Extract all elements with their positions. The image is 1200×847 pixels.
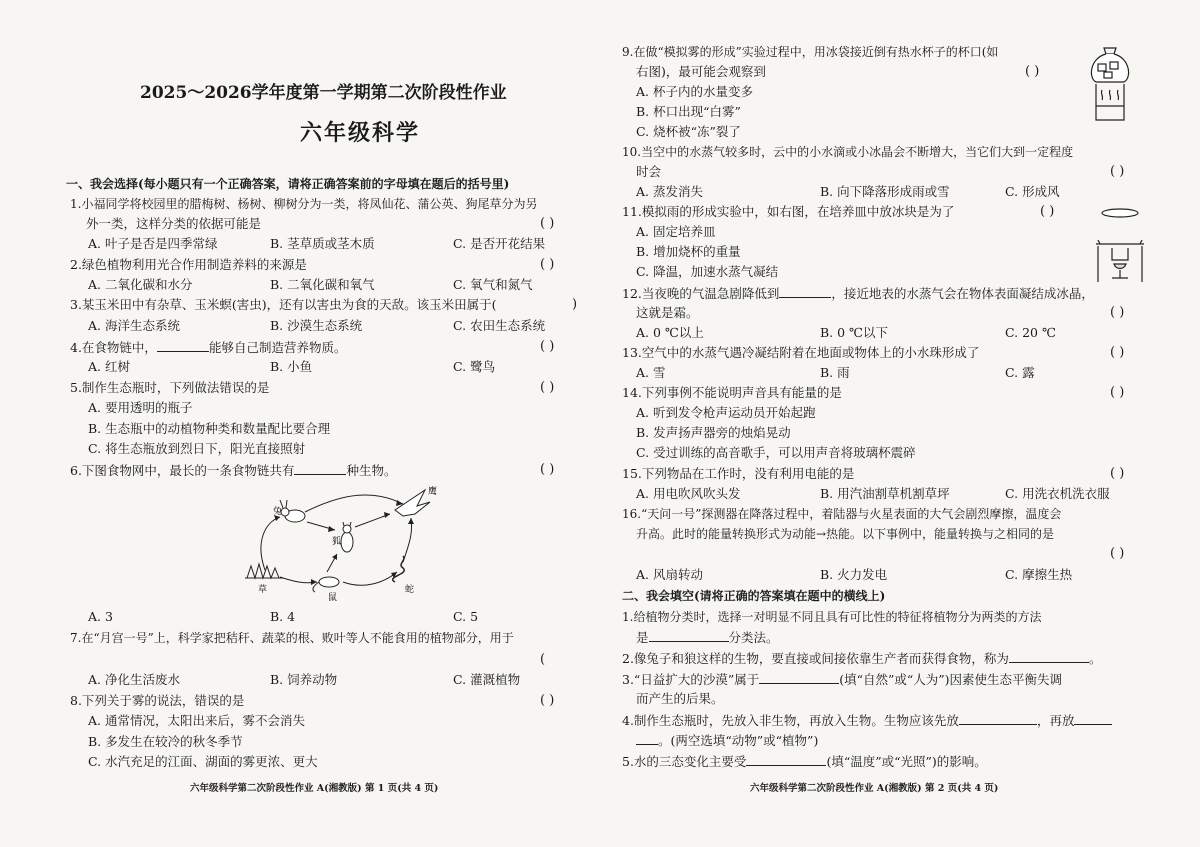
q15-option-b: B. 用汽油割草机割草坪 (820, 486, 950, 501)
q5-stem: 5.制作生态瓶时，下列做法错误的是 (70, 380, 270, 395)
f3-stem-line2: 而产生的后果。 (636, 691, 724, 706)
q12-answer-bracket[interactable]: ( ) (1110, 305, 1125, 320)
q11-option-a: A. 固定培养皿 (636, 224, 716, 239)
f2-blank[interactable] (1009, 650, 1089, 663)
q12-blank[interactable] (779, 285, 831, 298)
q3-stem: 3.某玉米田中有杂草、玉米螟(害虫)，还有以害虫为食的天敌。该玉米田属于( (70, 297, 497, 312)
mouse-icon (313, 577, 339, 592)
q5-answer-bracket[interactable]: ( ) (540, 380, 555, 395)
q9-stem-line2: 右图)，最可能会观察到 (636, 64, 766, 79)
f4-stem-line1 (622, 712, 1112, 729)
q10-stem-line2: 时会 (636, 164, 662, 179)
q2-option-c: C. 氧气和氮气 (453, 277, 533, 292)
f4-pre: 4.制作生态瓶时，先放入非生物，再放入生物。生物应该先放 (622, 713, 959, 728)
q6-stem (70, 462, 396, 479)
q4-answer-bracket[interactable]: ( ) (540, 339, 555, 354)
q14-answer-bracket[interactable]: ( ) (1110, 385, 1125, 400)
q15-answer-bracket[interactable]: ( ) (1110, 466, 1125, 481)
q16-option-a: A. 风扇转动 (636, 567, 703, 582)
q3-option-c: C. 农田生态系统 (453, 318, 546, 333)
q13-option-c: C. 露 (1005, 365, 1035, 380)
q1-option-a: A. 叶子是否是四季常绿 (88, 236, 218, 251)
q1-stem-line2: 外一类，这样分类的依据可能是 (86, 216, 262, 231)
q8-stem: 8.下列关于雾的说法，错误的是 (70, 693, 245, 708)
q4-blank[interactable] (157, 339, 209, 352)
label-mouse: 鼠 (328, 593, 338, 602)
f4-line2: 。(两空选填“动物”或“植物”) (658, 733, 819, 748)
q7-answer-bracket-open[interactable]: ( (540, 652, 546, 667)
q16-option-b: B. 火力发电 (820, 567, 888, 582)
q15-option-a: A. 用电吹风吹头发 (636, 486, 741, 501)
q12-option-c: C. 20 ℃ (1005, 325, 1056, 340)
f5-pre: 5.水的三态变化主要受 (622, 754, 747, 769)
q9-answer-bracket[interactable]: ( ) (1025, 64, 1040, 79)
q7-option-a: A. 净化生活废水 (88, 672, 180, 687)
q5-option-c: C. 将生态瓶放到烈日下，阳光直接照射 (88, 441, 306, 456)
f2-pre: 2.像兔子和狼这样的生物，要直接或间接依靠生产者而获得食物，称为 (622, 651, 1009, 666)
q11-stem: 11.模拟雨的形成实验中，如右图，在培养皿中放冰块是为了 (622, 204, 955, 219)
q7-stem: 7.在“月宫一号”上，科学家把秸秆、蔬菜的根、败叶等人不能食用的植物部分，用于 (70, 631, 514, 645)
q6-option-a: A. 3 (88, 609, 113, 624)
q3-answer-bracket-close[interactable]: ) (572, 297, 578, 312)
arrow-rabbit-eagle (305, 495, 403, 512)
snake-icon (393, 556, 405, 582)
q15-stem: 15.下列物品在工作时，没有利用电能的是 (622, 466, 855, 481)
label-snake: 蛇 (405, 585, 415, 595)
q9-option-b: B. 杯口出现“白雾” (636, 104, 741, 119)
q12-stem-line2: 这就是霜。 (636, 305, 699, 320)
q4-option-b: B. 小鱼 (270, 359, 313, 374)
q4-option-c: C. 鹭鸟 (453, 359, 496, 374)
q4-option-a: A. 红树 (88, 359, 130, 374)
exam-subtitle: 六年级科学 (300, 120, 421, 146)
f4-blank-2[interactable] (1074, 712, 1112, 725)
q2-stem: 2.绿色植物利用光合作用制造养料的来源是 (70, 257, 307, 272)
arrow-grass-rabbit (261, 517, 280, 570)
q13-option-a: A. 雪 (636, 365, 666, 380)
page-2 (600, 0, 1200, 847)
f4-blank-2-cont[interactable] (636, 732, 658, 745)
exam-title: 2025～2026学年度第一学期第二次阶段性作业 (140, 83, 507, 103)
f1-post: 分类法。 (728, 630, 779, 645)
q13-answer-bracket[interactable]: ( ) (1110, 345, 1125, 360)
arrow-snake-eagle (403, 518, 412, 562)
q12-stem-pre: 12.当夜晚的气温急剧降低到 (622, 286, 780, 301)
q12-option-a: A. 0 ℃以上 (636, 325, 704, 340)
f4-stem-line2 (636, 732, 818, 749)
q1-option-c: C. 是否开花结果 (453, 236, 546, 251)
q8-answer-bracket[interactable]: ( ) (540, 693, 555, 708)
f1-pre: 是 (636, 630, 649, 645)
q12-stem-post: ，接近地表的水蒸气会在物体表面凝结成冰晶， (831, 286, 1094, 301)
q13-option-b: B. 雨 (820, 365, 850, 380)
q8-option-a: A. 通常情况，太阳出来后，雾不会消失 (88, 713, 305, 728)
f5-post: (填“温度”或“光照”)的影响。 (826, 754, 987, 769)
q4-stem-post: 能够自己制造营养物质。 (208, 340, 347, 355)
rain-model-figure (1090, 204, 1150, 284)
f2-stem (622, 650, 1101, 667)
q14-option-a: A. 听到发令枪声运动员开始起跑 (636, 405, 816, 420)
label-fox: 狐 (332, 537, 342, 547)
q7-option-c: C. 灌溉植物 (453, 672, 521, 687)
q8-option-c: C. 水汽充足的江面、湖面的雾更浓、更大 (88, 754, 318, 769)
section1-heading: 一、我会选择(每小题只有一个正确答案，请将正确答案前的字母填在题后的括号里) (66, 177, 510, 191)
arrowhead (328, 526, 335, 532)
q16-stem-line2: 升高。此时的能量转换形式为动能→热能。以下事例中，能量转换与之相同的是 (636, 527, 1055, 541)
q16-stem-line1: 16.“天问一号”探测器在降落过程中，着陆器与火星表面的大气会剧烈摩擦，温度会 (622, 507, 1062, 521)
f5-stem (622, 753, 987, 770)
q3-option-b: B. 沙漠生态系统 (270, 318, 363, 333)
f1-blank[interactable] (649, 629, 729, 642)
f3-pre: 3.“日益扩大的沙漠”属于 (622, 672, 760, 687)
q11-option-b: B. 增加烧杯的重量 (636, 244, 741, 259)
page-footer-1: 六年级科学第二次阶段性作业 A(湘教版) 第 1 页(共 4 页) (190, 783, 439, 794)
q4-stem (70, 339, 346, 356)
q12-option-b: B. 0 ℃以下 (820, 325, 889, 340)
q11-option-c: C. 降温，加速水蒸气凝结 (636, 264, 779, 279)
arrow-mouse-snake (343, 572, 397, 585)
food-web-diagram (225, 482, 440, 602)
q10-stem-line1: 10.当空中的水蒸气较多时，云中的小水滴或小冰晶会不断增大，当它们大到一定程度 (622, 145, 1074, 159)
q1-option-b: B. 茎草质或茎木质 (270, 236, 375, 251)
q6-option-b: B. 4 (270, 609, 296, 624)
q14-option-c: C. 受过训练的高音歌手，可以用声音将玻璃杯震碎 (636, 445, 916, 460)
ice-bag-cup-figure (1082, 44, 1138, 124)
q10-answer-bracket[interactable]: ( ) (1110, 164, 1125, 179)
page-footer-2: 六年级科学第二次阶段性作业 A(湘教版) 第 2 页(共 4 页) (750, 783, 999, 794)
rabbit-icon (280, 500, 305, 522)
q1-answer-bracket[interactable]: ( ) (540, 216, 555, 231)
q6-option-c: C. 5 (453, 609, 479, 624)
q1-stem-line1: 1.小福同学将校园里的腊梅树、杨树、柳树分为一类，将凤仙花、蒲公英、狗尾草分为另 (70, 197, 538, 211)
q9-option-c: C. 烧杯被“冻”裂了 (636, 124, 741, 139)
q11-answer-bracket[interactable]: ( ) (1040, 204, 1055, 219)
q2-answer-bracket[interactable]: ( ) (540, 257, 555, 272)
q10-option-b: B. 向下降落形成雨或雪 (820, 184, 950, 199)
q7-option-b: B. 饲养动物 (270, 672, 338, 687)
q13-stem: 13.空气中的水蒸气遇冷凝结附着在地面或物体上的小水珠形成了 (622, 345, 980, 360)
q12-stem-line1 (622, 285, 1094, 302)
q15-option-c: C. 用洗衣机洗衣服 (1005, 486, 1110, 501)
q2-option-b: B. 二氧化碳和氧气 (270, 277, 375, 292)
q3-option-a: A. 海洋生态系统 (88, 318, 180, 333)
arrowhead (384, 512, 390, 518)
q4-stem-pre: 4.在食物链中， (70, 340, 157, 355)
q6-stem-pre: 6.下图食物网中，最长的一条食物链共有 (70, 463, 295, 478)
f3-stem-line1 (622, 671, 1062, 688)
label-eagle: 鹰 (428, 487, 438, 497)
section2-heading: 二、我会填空(请将正确的答案填在题中的横线上) (622, 589, 886, 603)
label-grass: 草 (258, 585, 268, 595)
f2-post: 。 (1088, 651, 1102, 666)
q16-answer-bracket[interactable]: ( ) (1110, 546, 1125, 561)
f3-post: (填“自然”或“人为”)因素使生态平衡失调 (839, 672, 1063, 687)
label-rabbit: 兔 (273, 507, 283, 517)
arrowhead (408, 518, 414, 524)
q8-option-b: B. 多发生在较冷的秋冬季节 (88, 734, 243, 749)
f3-blank[interactable] (759, 671, 839, 684)
f4-blank-1[interactable] (959, 712, 1037, 725)
q5-option-a: A. 要用透明的瓶子 (88, 400, 193, 415)
f4-mid: ，再放 (1036, 713, 1075, 728)
q2-option-a: A. 二氧化碳和水分 (88, 277, 193, 292)
q16-option-c: C. 摩擦生热 (1005, 567, 1073, 582)
fox-icon (341, 522, 353, 552)
q9-option-a: A. 杯子内的水量变多 (636, 84, 753, 99)
q14-stem: 14.下列事例不能说明声音具有能量的是 (622, 385, 842, 400)
q10-option-c: C. 形成风 (1005, 184, 1060, 199)
q14-option-b: B. 发声扬声器旁的烛焰晃动 (636, 425, 791, 440)
q9-stem-line1: 9.在做“模拟雾的形成”实验过程中，用冰袋接近倒有热水杯子的杯口(如 (622, 45, 999, 59)
q6-stem-post: 种生物。 (346, 463, 397, 478)
f1-stem-line1: 1.给植物分类时，选择一对明显不同且具有可比性的特征将植物分为两类的方法 (622, 610, 1042, 624)
q6-answer-bracket[interactable]: ( ) (540, 462, 555, 477)
q10-option-a: A. 蒸发消失 (636, 184, 703, 199)
f5-blank[interactable] (746, 753, 826, 766)
q6-blank[interactable] (294, 462, 346, 475)
q5-option-b: B. 生态瓶中的动植物种类和数量配比要合理 (88, 421, 331, 436)
f1-stem-line2 (636, 629, 779, 646)
